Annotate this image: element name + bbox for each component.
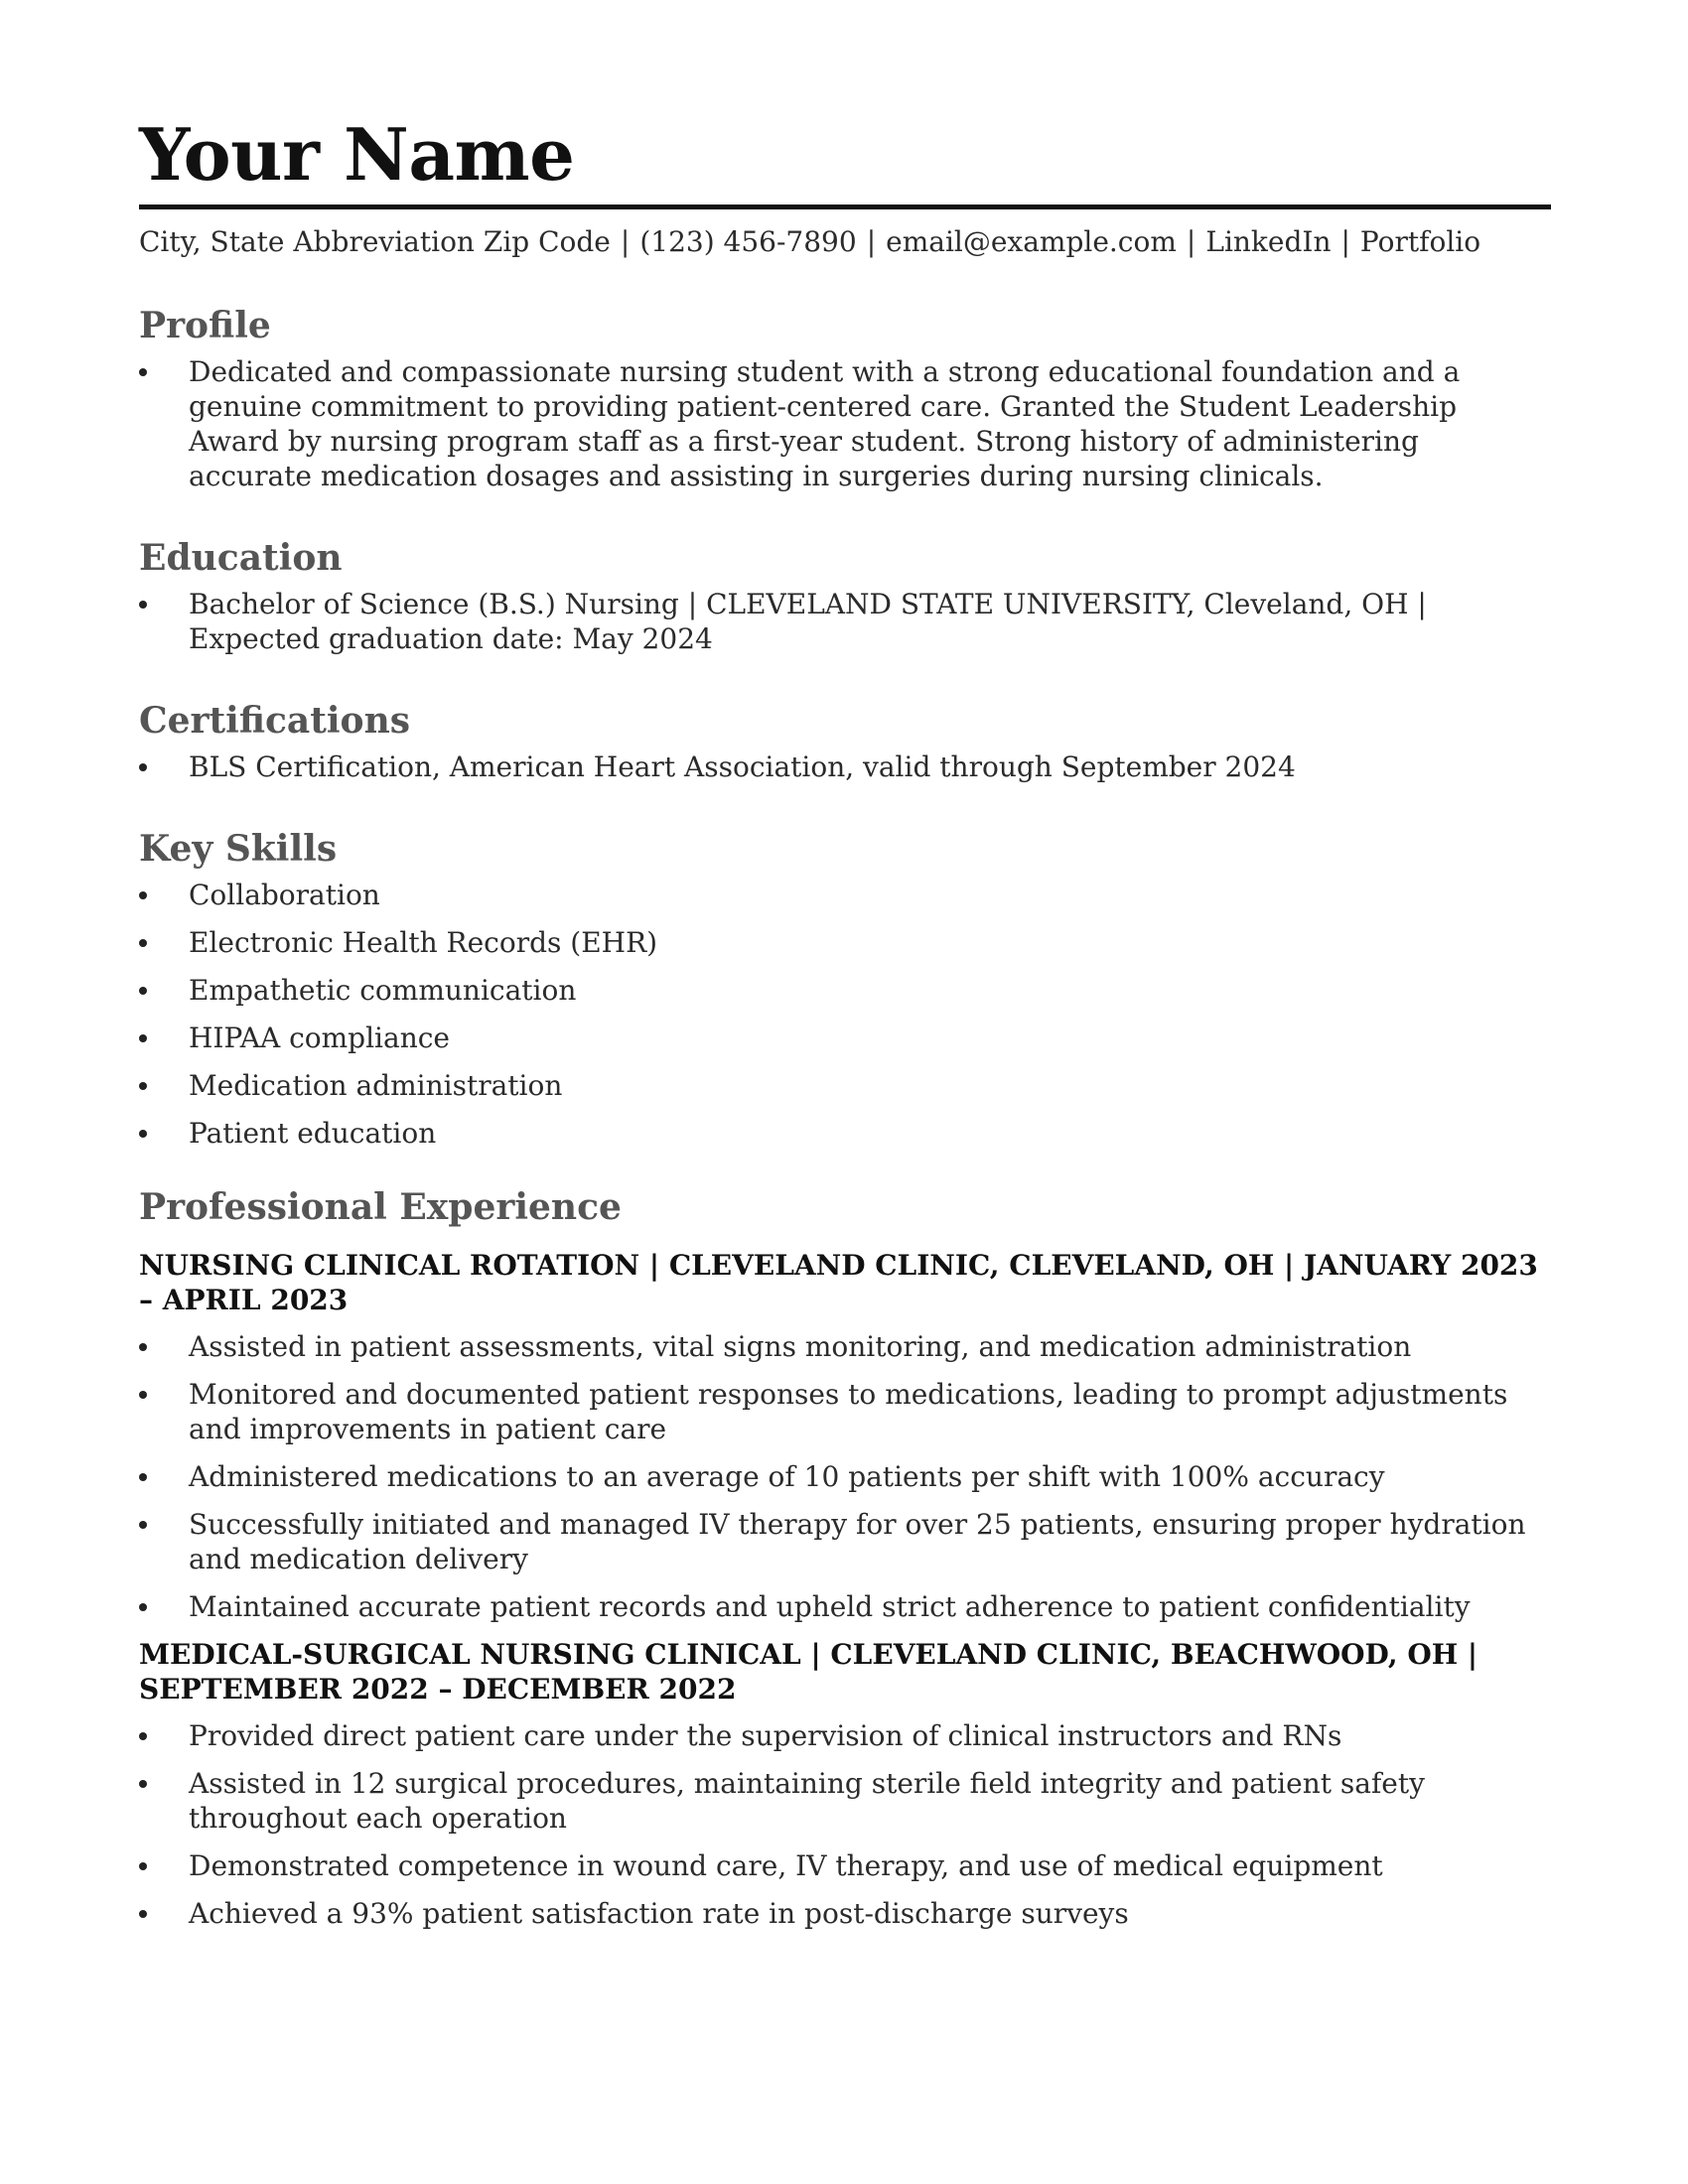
skill-item: Patient education (139, 1116, 1549, 1151)
contact-portfolio[interactable]: Portfolio (1359, 225, 1481, 258)
certifications-section (139, 698, 1549, 784)
job-bullet: Assisted in patient assessments, vital signs monitoring, and medication administration (139, 1329, 1549, 1364)
contact-separator: | (1340, 225, 1350, 258)
experience-section (139, 1184, 1549, 1931)
certification-entry: BLS Certification, American Heart Association, valid through September 2024 (139, 750, 1549, 784)
job-bullet: Achieved a 93% patient satisfaction rate in post-discharge surveys (139, 1896, 1549, 1931)
profile-text: Dedicated and compassionate nursing student with a strong educational foundation and a genuine commitment to providing patient-centered care. Granted the Student Leadership Award by nursing program staff as a first-year student. Strong history of administering accurate medication dosages and assisting in surgeries during nursing clinicals. (139, 354, 1549, 493)
education-entry: Bachelor of Science (B.S.) Nursing | CLEVELAND STATE UNIVERSITY, Cleveland, OH | Expected graduation date: May 2024 (139, 587, 1549, 656)
job-bullets (139, 1329, 1549, 1624)
contact-separator: | (1186, 225, 1196, 258)
skill-item: HIPAA compliance (139, 1021, 1549, 1055)
skill-item: Collaboration (139, 878, 1549, 912)
header-divider (139, 205, 1551, 209)
job-heading: MEDICAL-SURGICAL NURSING CLINICAL | CLEVELAND CLINIC, BEACHWOOD, OH | SEPTEMBER 2022 – DECEMBER 2022 (139, 1638, 1478, 1706)
resume-page (139, 111, 1549, 1944)
contact-location: City, State Abbreviation Zip Code (139, 225, 611, 258)
job-bullet: Assisted in 12 surgical procedures, maintaining sterile field integrity and patient safety throughout each operation (139, 1766, 1549, 1836)
candidate-name: Your Name (139, 112, 575, 197)
skills-section (139, 826, 1549, 1151)
section-title-education: Education (139, 537, 343, 579)
profile-list (139, 354, 1549, 493)
certifications-list (139, 750, 1549, 784)
job-bullet: Monitored and documented patient responses to medications, leading to prompt adjustments and improvements in patient care (139, 1377, 1549, 1446)
skill-item: Empathetic communication (139, 973, 1549, 1008)
job-bullets (139, 1718, 1549, 1931)
contact-line (139, 223, 1549, 261)
education-list (139, 587, 1549, 656)
skill-item: Medication administration (139, 1068, 1549, 1103)
job-bullet: Successfully initiated and managed IV therapy for over 25 patients, ensuring proper hydration and medication delivery (139, 1507, 1549, 1576)
job-bullet: Provided direct patient care under the supervision of clinical instructors and RNs (139, 1718, 1549, 1753)
section-title-certifications: Certifications (139, 700, 411, 742)
job-entry (139, 1248, 1549, 1624)
contact-linkedin[interactable]: LinkedIn (1205, 225, 1332, 258)
job-heading: NURSING CLINICAL ROTATION | CLEVELAND CLINIC, CLEVELAND, OH | JANUARY 2023 – APRIL 2023 (139, 1249, 1538, 1316)
contact-separator: | (866, 225, 877, 258)
job-bullet: Administered medications to an average of 10 patients per shift with 100% accuracy (139, 1459, 1549, 1494)
education-section (139, 535, 1549, 656)
section-title-skills: Key Skills (139, 828, 338, 870)
section-title-experience: Professional Experience (139, 1186, 622, 1228)
contact-separator: | (620, 225, 631, 258)
job-entry (139, 1637, 1549, 1931)
contact-email[interactable]: email@example.com (886, 225, 1177, 258)
job-bullet: Demonstrated competence in wound care, IV therapy, and use of medical equipment (139, 1848, 1549, 1883)
skills-list (139, 878, 1549, 1151)
profile-section (139, 303, 1549, 493)
skill-item: Electronic Health Records (EHR) (139, 925, 1549, 960)
job-bullet: Maintained accurate patient records and upheld strict adherence to patient confidentiality (139, 1589, 1549, 1624)
contact-phone: (123) 456-7890 (639, 225, 857, 258)
section-title-profile: Profile (139, 305, 271, 346)
